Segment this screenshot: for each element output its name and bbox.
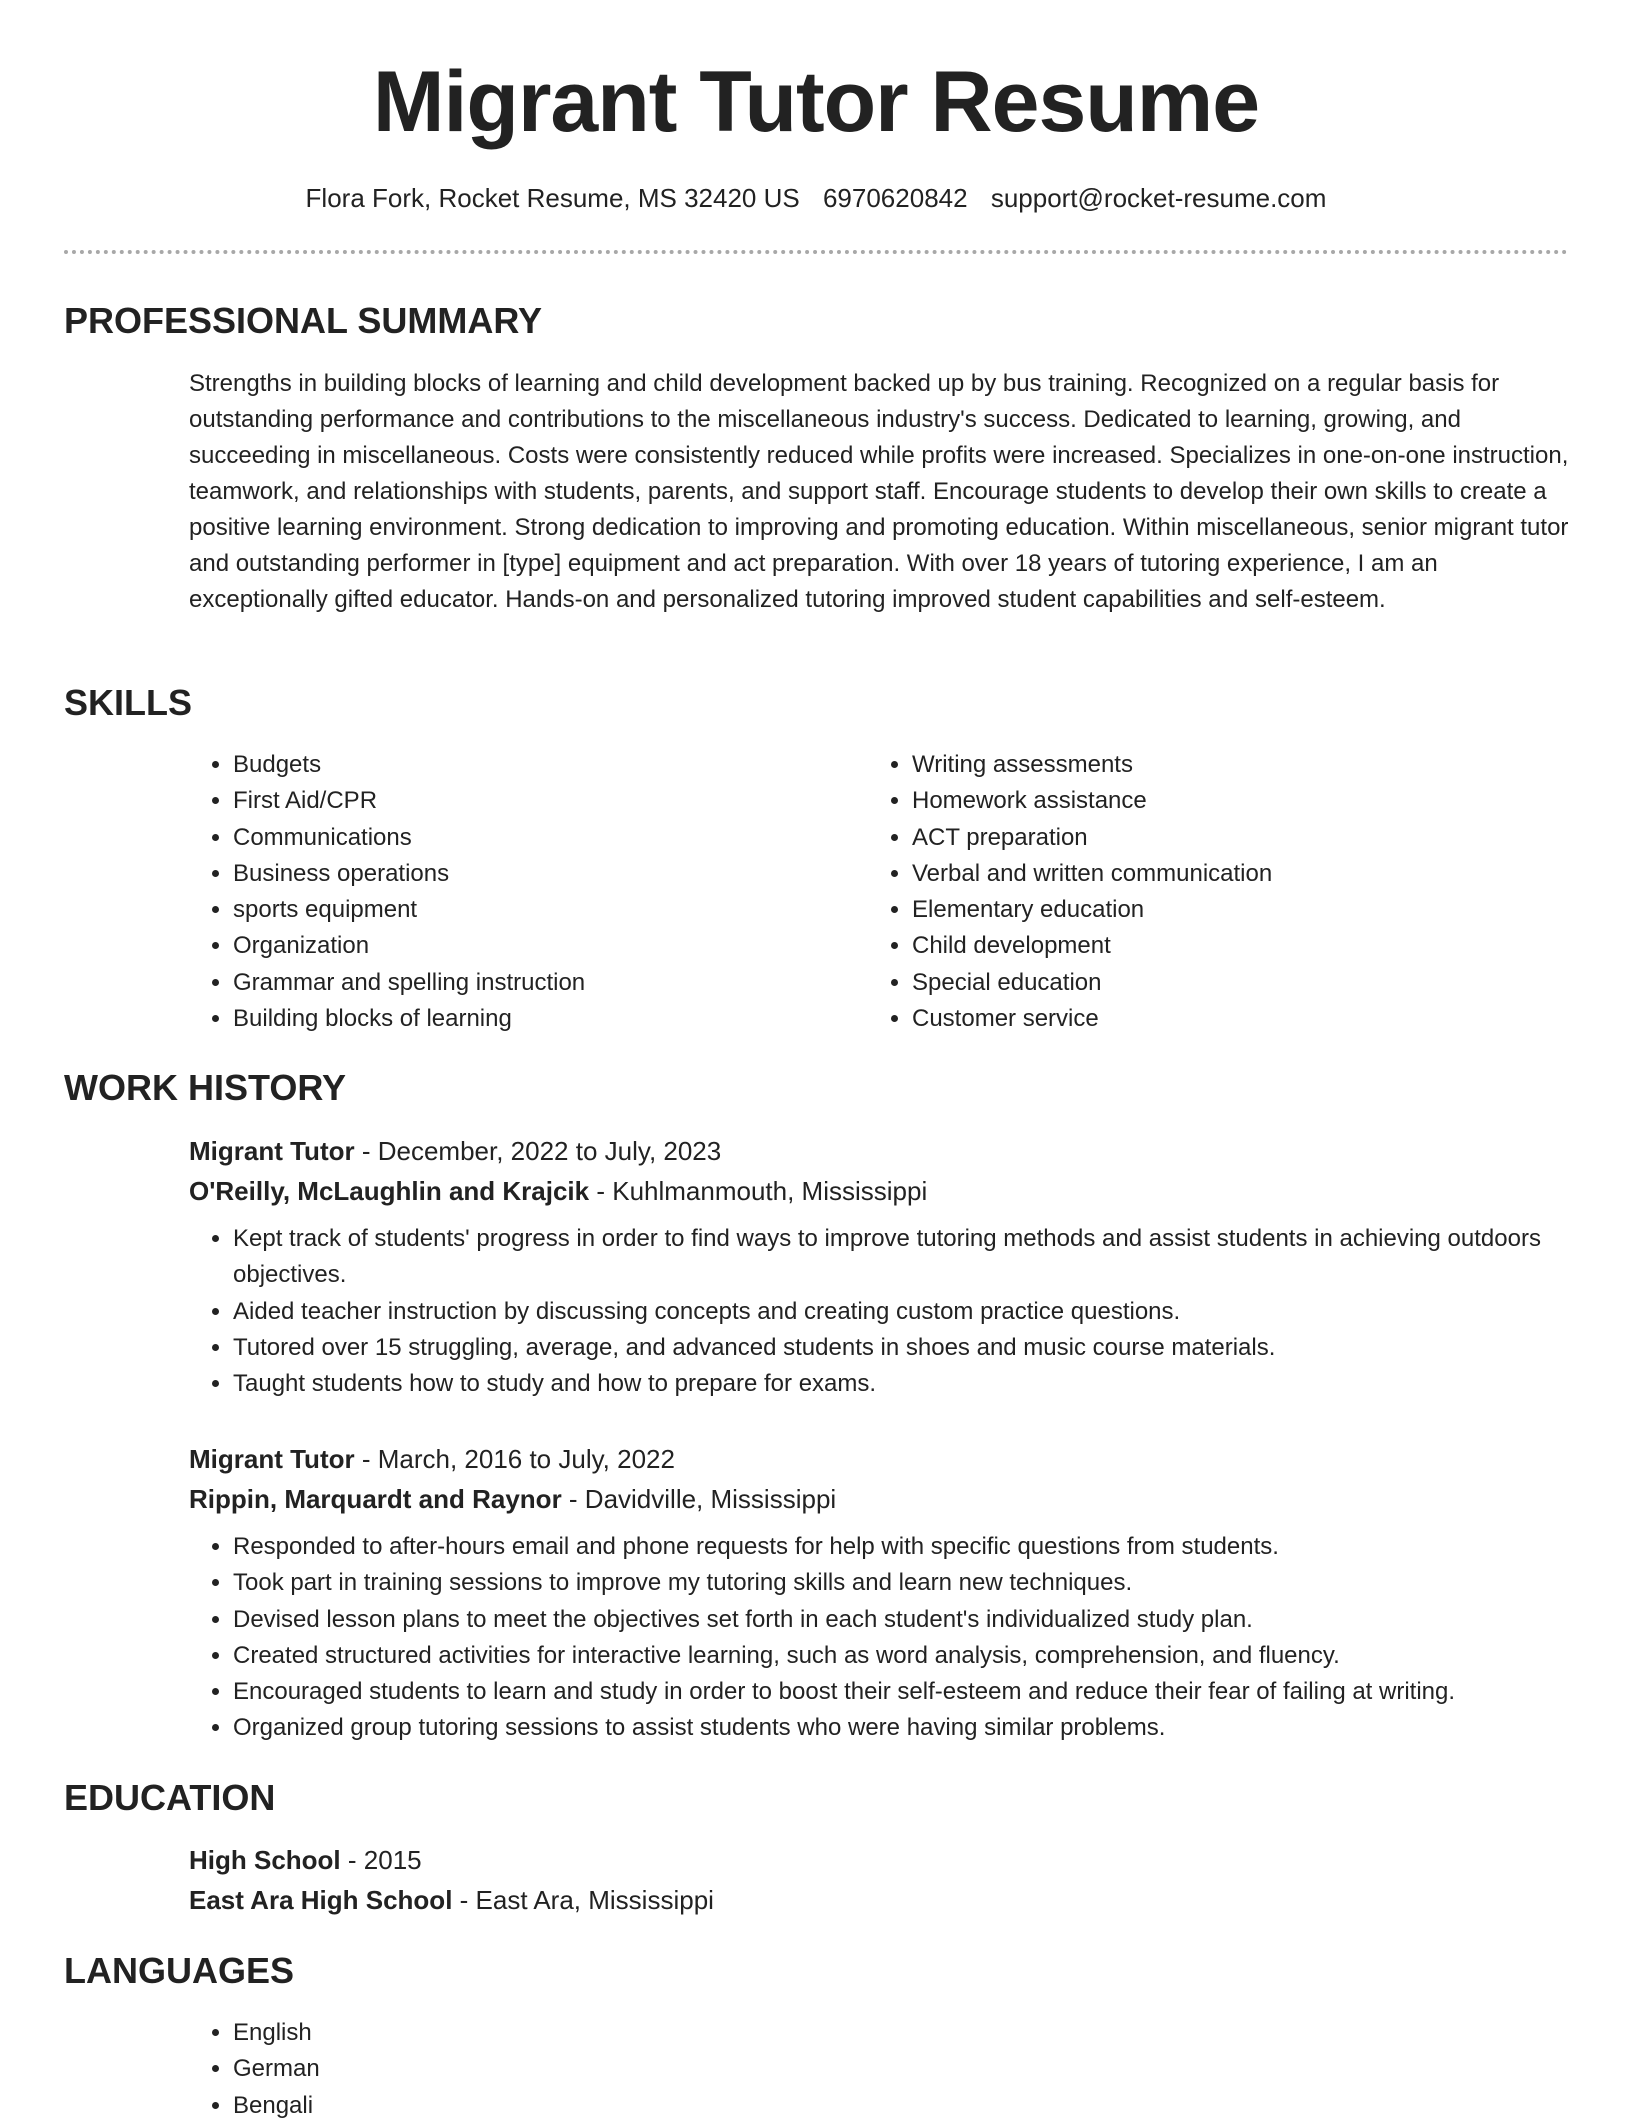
contact-phone: 6970620842: [822, 183, 968, 213]
job-duties-list: [189, 1529, 1569, 1747]
job-location: - Davidville, Mississippi: [561, 1484, 837, 1514]
language-item: • Bengali: [233, 2088, 829, 2124]
skill-item: • Special education: [912, 965, 1508, 1001]
skills-heading: SKILLS: [64, 682, 193, 723]
education-school-line: [189, 1880, 1569, 1920]
education-degree: High School: [189, 1845, 341, 1875]
skill-item: • Child development: [912, 928, 1508, 964]
skill-item: • Writing assessments: [912, 747, 1508, 783]
job-entry: [189, 1131, 1569, 1402]
job-duty: • Devised lesson plans to meet the objectives set forth in each student's individualized study plan.: [233, 1602, 1569, 1638]
skills-column-right: [868, 747, 1508, 1037]
job-title-line: [189, 1131, 1569, 1171]
education-school: East Ara High School: [189, 1885, 453, 1915]
languages-heading: LANGUAGES: [64, 1950, 295, 1991]
job-company-line: [189, 1171, 1569, 1211]
job-entry: [189, 1439, 1569, 1747]
skill-item: • Verbal and written communication: [912, 856, 1508, 892]
job-title: Migrant Tutor: [189, 1136, 355, 1166]
education-location: - East Ara, Mississippi: [452, 1885, 714, 1915]
education-heading: EDUCATION: [64, 1777, 276, 1818]
skill-item: • Customer service: [912, 1001, 1508, 1037]
job-title: Migrant Tutor: [189, 1444, 355, 1474]
skill-item: • First Aid/CPR: [233, 783, 829, 819]
skills-list-left: [189, 747, 829, 1037]
job-company: Rippin, Marquardt and Raynor: [189, 1484, 562, 1514]
job-title-line: [189, 1439, 1569, 1479]
job-company: O'Reilly, McLaughlin and Krajcik: [189, 1176, 590, 1206]
header-divider: [64, 250, 1568, 254]
job-duty: • Tutored over 15 struggling, average, and advanced students in shoes and music course materials.: [233, 1330, 1569, 1366]
job-company-line: [189, 1479, 1569, 1519]
skill-item: • Business operations: [233, 856, 829, 892]
job-dates: - March, 2016 to July, 2022: [354, 1444, 675, 1474]
job-duty: • Took part in training sessions to improve my tutoring skills and learn new techniques.: [233, 1565, 1569, 1601]
job-duty: • Kept track of students' progress in order to find ways to improve tutoring methods and assist students in achieving outdoors objectives.: [233, 1221, 1569, 1294]
education-year: - 2015: [340, 1845, 422, 1875]
job-duty: • Responded to after-hours email and phone requests for help with specific questions from students.: [233, 1529, 1569, 1565]
job-duty: • Aided teacher instruction by discussing concepts and creating custom practice questions.: [233, 1294, 1569, 1330]
summary-heading: PROFESSIONAL SUMMARY: [64, 300, 543, 341]
education-entry: [189, 1840, 1569, 1920]
contact-email: support@rocket-resume.com: [990, 183, 1327, 213]
language-item: • English: [233, 2015, 829, 2051]
job-dates: - December, 2022 to July, 2023: [354, 1136, 722, 1166]
skills-list-right: [868, 747, 1508, 1037]
skill-item: • Organization: [233, 928, 829, 964]
job-duty: • Created structured activities for interactive learning, such as word analysis, comprehension, and fluency.: [233, 1638, 1569, 1674]
work-history-heading: WORK HISTORY: [64, 1067, 347, 1108]
summary-text: Strengths in building blocks of learning and child development backed up by bus training. Recognized on a regular basis for outstanding performance and contributions to the miscellaneous industry's success. Dedicated to learning, growing, and succeeding in miscellaneous. Costs were consistently reduced while profits were increased. Specializes in one-on-one instruction, teamwork, and relationships with students, parents, and support staff. Encourage students to develop their own skills to create a positive learning environment. Strong dedication to improving and promoting education. Within miscellaneous, senior migrant tutor and outstanding performer in [type] equipment and act preparation. With over 18 years of tutoring experience, I am an exceptionally gifted educator. Hands-on and personalized tutoring improved student capabilities and self-esteem.: [189, 370, 1569, 613]
job-duty: • Taught students how to study and how to prepare for exams.: [233, 1366, 1569, 1402]
job-duty: • Organized group tutoring sessions to assist students who were having similar problems.: [233, 1710, 1569, 1746]
skill-item: • sports equipment: [233, 892, 829, 928]
skill-item: • Homework assistance: [912, 783, 1508, 819]
skill-item: • Elementary education: [912, 892, 1508, 928]
skill-item: • Communications: [233, 820, 829, 856]
skill-item: • ACT preparation: [912, 820, 1508, 856]
job-location: - Kuhlmanmouth, Mississippi: [589, 1176, 928, 1206]
skills-column-left: [189, 747, 829, 1037]
skill-item: • Budgets: [233, 747, 829, 783]
skill-item: • Building blocks of learning: [233, 1001, 829, 1037]
education-degree-line: [189, 1840, 1569, 1880]
languages-column: [189, 2015, 829, 2124]
resume-title: Migrant Tutor Resume: [372, 54, 1260, 150]
contact-line: [0, 180, 1632, 216]
language-item: • German: [233, 2051, 829, 2087]
job-duties-list: [189, 1221, 1569, 1402]
skill-item: • Grammar and spelling instruction: [233, 965, 829, 1001]
job-duty: • Encouraged students to learn and study in order to boost their self-esteem and reduce their fear of failing at writing.: [233, 1674, 1569, 1710]
contact-address: Flora Fork, Rocket Resume, MS 32420 US: [305, 183, 800, 213]
languages-list: [189, 2015, 829, 2124]
